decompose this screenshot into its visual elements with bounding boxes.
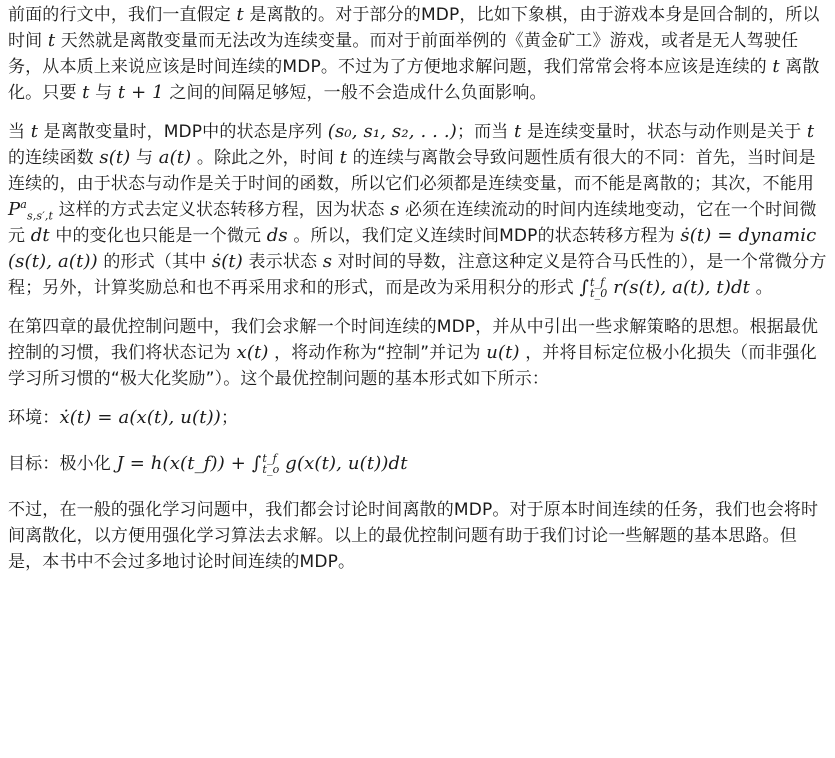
text: 这样的方式去定义状态转移方程，因为状态 xyxy=(53,200,391,220)
math-s-of-t: s(t) xyxy=(99,147,131,168)
text: 前面的行文中，我们一直假定 xyxy=(8,5,237,25)
text: 必须在连续流动的时间内连续地变动，它在一个时间微元 xyxy=(8,200,817,246)
text: 与 xyxy=(130,148,159,168)
text: 是离散变量时，MDP中的状态是序列 xyxy=(38,122,328,142)
text: 是离散的。对于部分的MDP，比如下象棋，由于游戏本身是回合制的，所以时间 xyxy=(8,5,820,51)
text: ，并将目标定位极小化损失（而非强化学习所习惯的“极大化奖励”）。这个最优控制问题的基本形式如下所示： xyxy=(8,343,817,389)
math-ds: ds xyxy=(266,225,288,246)
text: 天然就是离散变量而无法改为连续变量。而对于前面举例的《黄金矿工》游戏，或者是无人驾驶任务，从本质上来说应该是时间连续的MDP。不过为了方便地求解问题，我们常常会将本应该是连续的 xyxy=(8,31,799,77)
text: 。除此之外，时间 xyxy=(191,148,340,168)
math-a-of-t: a(t) xyxy=(158,147,192,168)
math-t: t xyxy=(772,56,780,77)
text: 与 xyxy=(89,83,118,103)
math-t: t xyxy=(806,121,815,142)
text: ；而当 xyxy=(456,122,514,142)
text: 中的变化也只能是一个微元 xyxy=(49,226,267,246)
math-dt: dt xyxy=(30,225,50,246)
text: 环境： xyxy=(8,408,60,428)
text: 。所以，我们定义连续时间MDP的状态转移方程为 xyxy=(287,226,681,246)
text: 表示状态 xyxy=(242,252,323,272)
math-s: s xyxy=(390,199,400,220)
text: 不过，在一般的强化学习问题中，我们都会讨论时间离散的MDP。对于原本时间连续的任务，我们也会将时间离散化，以方便用强化学习算法去求解。以上的最优控制问题有助于我们讨论一些解题的基本思路。但是，本书中不会过多地讨论时间连续的MDP。 xyxy=(8,500,819,572)
math-dynamics-equation: ṡ(t) = dynamic(s(t), a(t)) xyxy=(8,225,817,272)
math-t: t xyxy=(47,30,56,51)
math-objective-equation: J = h(x(t_f)) + ∫ t_f t_o g(x(t), u(t))dt xyxy=(116,452,408,476)
paragraph-conclusion xyxy=(8,497,827,575)
text: 离散化。只要 xyxy=(8,57,820,103)
math-s-dot: ṡ(t) xyxy=(211,251,243,272)
math-t: t xyxy=(339,147,348,168)
math-x-of-t: x(t) xyxy=(236,342,269,363)
math-environment-equation: ẋ(t) = a(x(t), u(t)) xyxy=(59,407,221,428)
math-u-of-t: u(t) xyxy=(486,342,520,363)
text: 的连续与离散会导致问题性质有很大的不同：首先，当时间是连续的，由于状态与动作是关于时间的函数，所以它们必须都是连续变量，而不能是离散的；其次，不能用 xyxy=(8,148,816,194)
math-t: t xyxy=(514,121,522,142)
text: ； xyxy=(220,408,239,428)
math-reward-integral: ∫ t_f t_0 r(s(t), a(t), t)dt xyxy=(579,276,751,300)
text: 。 xyxy=(750,278,773,298)
paragraph-optimal-control xyxy=(8,314,827,392)
paragraph-continuous-mdp xyxy=(8,119,827,301)
math-s: s xyxy=(322,251,333,272)
text: 对时间的导数，注意这种定义是符合马氏性的），是一个常微分方程；另外，计算奖励总和也不再采用求和的形式，而是改为采用积分的形式 xyxy=(8,252,827,298)
math-t: t xyxy=(82,82,90,103)
text: ，将动作称为“控制”并记为 xyxy=(268,343,487,363)
text: 是连续变量时，状态与动作则是关于 xyxy=(521,122,807,142)
text: 的连续函数 xyxy=(8,148,100,168)
paragraph-objective xyxy=(8,451,827,477)
math-state-sequence: (s₀, s₁, s₂, . . .) xyxy=(327,121,457,142)
text: 当 xyxy=(8,122,31,142)
paragraph-environment xyxy=(8,405,827,431)
math-t: t xyxy=(30,121,39,142)
text: 在第四章的最优控制问题中，我们会求解一个时间连续的MDP，并从中引出一些求解策略的思想。根据最优控制的习惯，我们将状态记为 xyxy=(8,317,819,363)
math-t-plus-1: t + 1 xyxy=(117,82,164,103)
text: 目标：极小化 xyxy=(8,454,117,474)
math-t: t xyxy=(236,4,244,25)
math-transition-prob: $P^a_{s,s',t}$ xyxy=(8,198,54,223)
text: 的形式（其中 xyxy=(97,252,212,272)
paragraph-discrete-time-intro xyxy=(8,2,827,106)
text: 之间的间隔足够短，一般不会造成什么负面影响。 xyxy=(163,83,547,103)
